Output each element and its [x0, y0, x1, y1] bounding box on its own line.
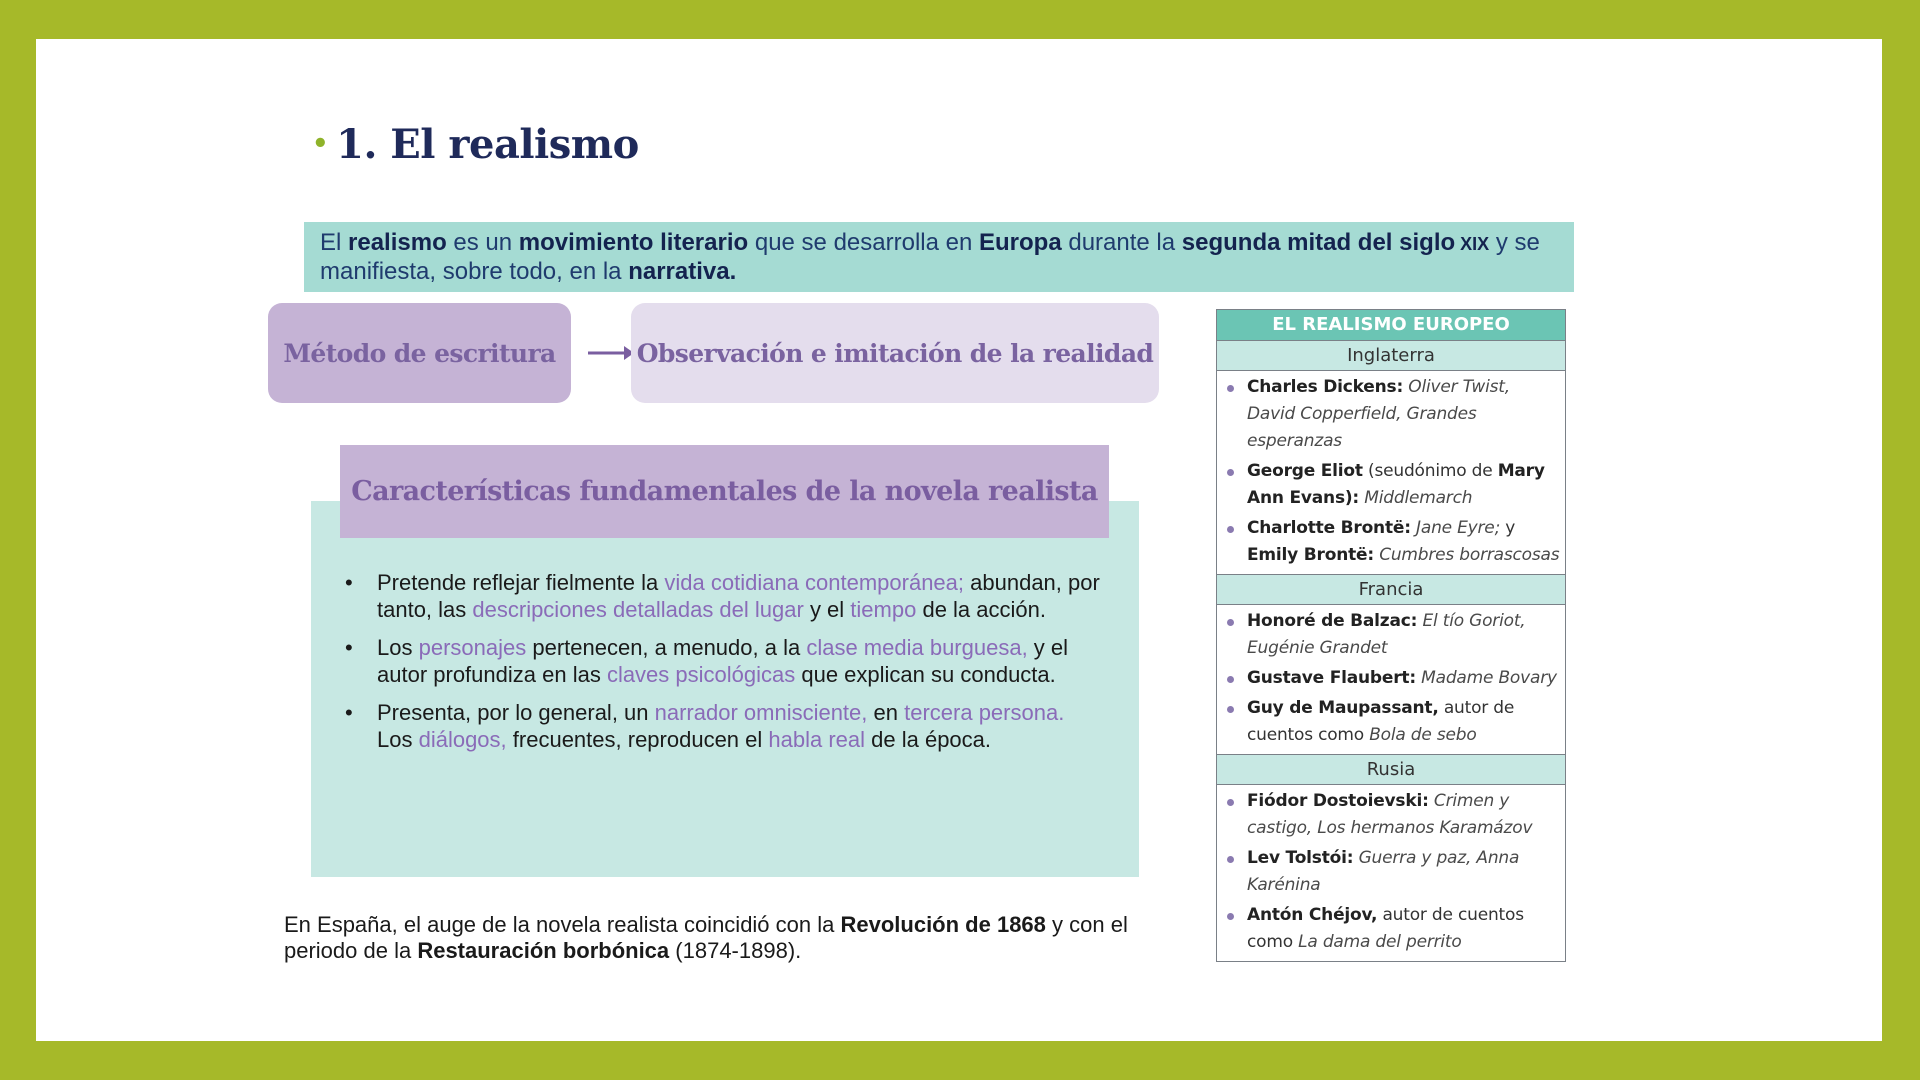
item-text: y el autor profundiza en las — [377, 635, 1069, 687]
spain-text: (1874-1898). — [669, 938, 802, 963]
item-text: de la acción. — [916, 596, 1046, 622]
author-name: Emily Brontë: — [1247, 545, 1374, 565]
item-text: y el — [803, 596, 851, 622]
author-entry — [1217, 695, 1565, 749]
item-highlight: tiempo — [850, 596, 917, 622]
author-name: Gustave Flaubert: — [1247, 668, 1416, 688]
european-realism-table — [1216, 309, 1566, 962]
author-name: George Eliot — [1247, 461, 1363, 481]
author-name: Fiódor Dostoievski: — [1247, 791, 1429, 811]
spain-paragraph — [284, 912, 1184, 964]
author-works: Oliver Twist, David Copperfield, Grandes esperanzas — [1247, 377, 1510, 451]
intro-bold-part: Europa — [978, 228, 1062, 256]
author-note: autor de cuentos como — [1247, 905, 1524, 952]
country-header-england: Inglaterra — [1217, 341, 1565, 371]
author-note: (seudónimo de — [1362, 461, 1498, 481]
item-text: Pretende reflejar fielmente la — [377, 570, 665, 595]
item-text: Los — [377, 635, 419, 660]
item-text: frecuentes, reproducen el — [506, 726, 769, 752]
item-highlight: personajes — [418, 635, 527, 660]
item-highlight: vida cotidiana contemporánea; — [664, 570, 965, 595]
author-name: Charles Dickens: — [1247, 377, 1404, 397]
author-entry — [1217, 665, 1565, 692]
author-works: Cumbres borrascosas — [1379, 545, 1560, 565]
method-label: Método de escritura — [283, 338, 556, 368]
author-name: Antón Chéjov, — [1247, 905, 1378, 925]
intro-text-part: es un — [446, 228, 519, 256]
author-entry — [1217, 374, 1565, 455]
title-text: 1. El realismo — [336, 121, 639, 168]
intro-century: XIX — [1455, 233, 1490, 254]
author-name: Lev Tolstói: — [1247, 848, 1354, 868]
table-title: EL REALISMO EUROPEO — [1217, 310, 1565, 341]
intro-bold-part: realismo — [348, 228, 447, 256]
author-works: Crimen y castigo, Los hermanos Karamázov — [1247, 791, 1533, 838]
list-item — [345, 635, 1105, 688]
method-box — [268, 303, 571, 403]
spain-bold: Revolución de 1868 — [840, 912, 1046, 937]
item-text: de la época. — [865, 726, 992, 752]
author-entry — [1217, 845, 1565, 899]
country-header-russia: Rusia — [1217, 755, 1565, 785]
author-name: Honoré de Balzac: — [1247, 611, 1418, 631]
author-name: Mary Ann Evans): — [1247, 461, 1545, 508]
author-works: Guerra y paz, Anna Karénina — [1247, 848, 1520, 895]
title-bullet: • — [312, 129, 329, 159]
item-text: en — [867, 700, 905, 725]
author-works: Bola de sebo — [1369, 725, 1477, 745]
item-highlight: descripciones detalladas del lugar — [472, 596, 804, 622]
author-works: Jane Eyre; — [1416, 518, 1501, 538]
intro-text-part: durante la — [1061, 228, 1182, 256]
intro-bold-part: movimiento literario — [518, 228, 749, 256]
author-entry — [1217, 515, 1565, 569]
observation-box — [631, 303, 1159, 403]
spain-text: y con el periodo de la — [284, 912, 1128, 963]
intro-text-part: que se desarrolla en — [748, 228, 979, 256]
author-entry — [1217, 788, 1565, 842]
author-works: La dama del perrito — [1298, 932, 1462, 952]
intro-text — [320, 229, 1558, 286]
characteristics-list — [345, 570, 1105, 765]
author-note: autor de cuentos como — [1247, 698, 1515, 745]
author-name: Guy de Maupassant, — [1247, 698, 1439, 718]
intro-bold-part: narrativa. — [628, 257, 737, 285]
intro-box — [304, 222, 1574, 292]
item-text: abundan, por tanto, las — [377, 570, 1100, 622]
author-note: y — [1500, 518, 1516, 538]
table-section-england — [1217, 371, 1565, 575]
table-section-russia — [1217, 785, 1565, 961]
author-name: Charlotte Brontë: — [1247, 518, 1411, 538]
author-entry — [1217, 902, 1565, 956]
author-works: El tío Goriot, Eugénie Grandet — [1247, 611, 1526, 658]
item-text: pertenecen, a menudo, a la — [526, 635, 807, 660]
item-text: Presenta, por lo general, un — [377, 700, 655, 725]
page-title — [312, 121, 639, 168]
author-works: Madame Bovary — [1421, 668, 1557, 688]
arrow-right-icon — [586, 340, 636, 366]
author-entry — [1217, 458, 1565, 512]
list-item — [345, 700, 1105, 753]
intro-bold-part: segunda mitad del siglo — [1181, 228, 1456, 256]
item-text: Los — [377, 726, 419, 752]
spain-text: En España, el auge de la novela realista coincidió con la — [284, 912, 841, 937]
intro-text-part: El — [320, 228, 349, 256]
author-entry — [1217, 608, 1565, 662]
characteristics-heading-text: Características fundamentales de la novela realista — [351, 476, 1098, 507]
list-item — [345, 570, 1105, 623]
item-highlight: claves psicológicas — [606, 661, 796, 687]
item-highlight: narrador omnisciente, — [654, 700, 868, 725]
item-highlight: clase media burguesa, — [806, 635, 1028, 660]
item-highlight: diálogos, — [418, 726, 507, 752]
author-works: Middlemarch — [1364, 488, 1473, 508]
intro-text-part: y se manifiesta, sobre todo, en la — [320, 228, 1540, 285]
item-text: que explican su conducta. — [795, 661, 1056, 687]
table-section-france — [1217, 605, 1565, 755]
characteristics-heading — [340, 445, 1109, 538]
item-highlight: habla real — [768, 726, 866, 752]
country-header-france: Francia — [1217, 575, 1565, 605]
spain-bold: Restauración borbónica — [417, 938, 670, 963]
observation-label: Observación e imitación de la realidad — [636, 338, 1154, 368]
item-highlight: tercera persona. — [904, 700, 1065, 725]
